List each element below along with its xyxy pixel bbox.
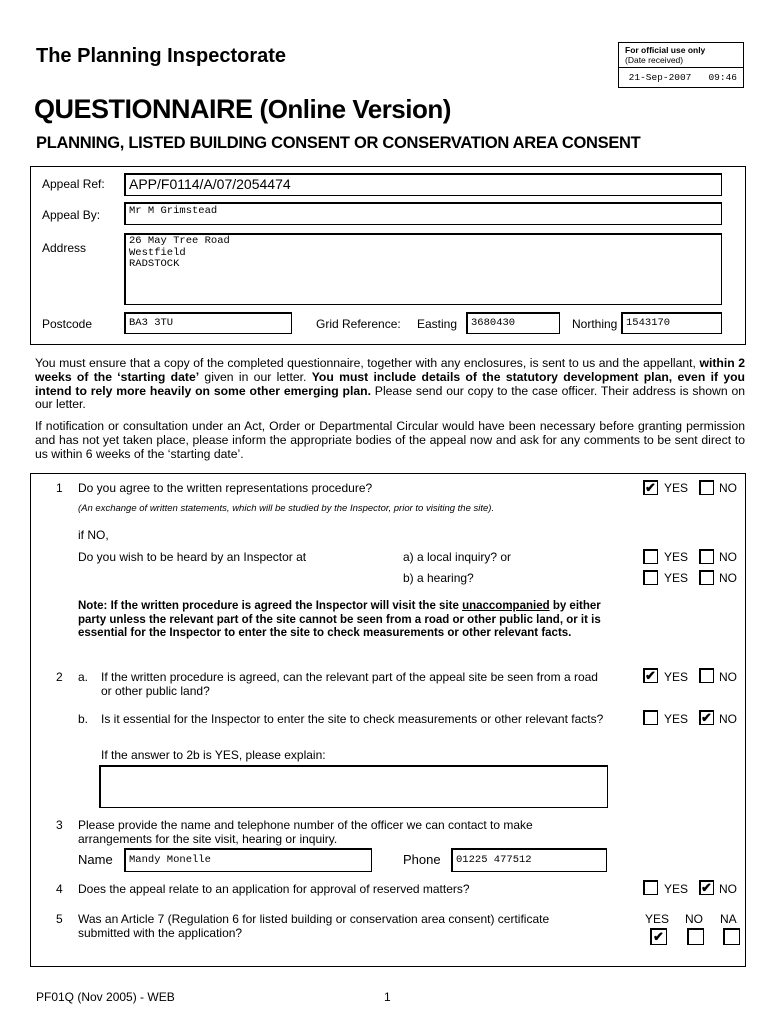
- q1-note: Note: If the written procedure is agreed the Inspector will visit the site unaccompanied by either party unless the relevant part of the site cannot be seen from a road or other public land, or it is essential for the Inspector to enter the site to check measurements or other relevant facts.: [78, 600, 601, 639]
- q4-yes-checkbox[interactable]: [643, 880, 658, 895]
- q1-hearing-label: b) a hearing?: [403, 571, 474, 585]
- official-use-label: For official use only: [625, 45, 706, 55]
- q1a-no-label: NO: [719, 550, 737, 564]
- q1a-no-checkbox[interactable]: [699, 549, 714, 564]
- q2b-yes-checkbox[interactable]: [643, 710, 658, 725]
- q1a-yes-checkbox[interactable]: [643, 549, 658, 564]
- intro-paragraph-1: You must ensure that a copy of the completed questionnaire, together with any enclosures, is sent to us and the appellant, within 2 weeks of the ‘starting date’ given in our letter. You must include details of the statutory development plan, even if you intend to rely more heavily on some other emerging plan. Please send our copy to the case officer. Their address is shown on our letter.: [35, 356, 746, 412]
- q1b-yes-checkbox[interactable]: [643, 570, 658, 585]
- page-number: 1: [384, 990, 391, 1004]
- q1-no-label: NO: [719, 481, 737, 495]
- q5-text: Was an Article 7 (Regulation 6 for listed building or conservation area consent) certificate submitted with the application?: [78, 912, 550, 940]
- easting-label: Easting: [417, 317, 458, 331]
- easting-field[interactable]: 3680430: [466, 312, 560, 334]
- address-field[interactable]: [124, 233, 722, 305]
- q3-phone-field[interactable]: 01225 477512: [451, 848, 607, 872]
- q1b-yes-label: YES: [664, 571, 689, 585]
- title-suffix: (Online Version): [259, 94, 451, 124]
- date-received-stamp: 21-Sep-2007 09:46: [619, 67, 743, 87]
- form-code: PF01Q (Nov 2005) - WEB: [36, 990, 175, 1004]
- grid-reference-label: Grid Reference:: [316, 317, 401, 331]
- q1a-yes-label: YES: [664, 550, 689, 564]
- q1-text: Do you agree to the written representations procedure?: [78, 481, 373, 495]
- title-text: QUESTIONNAIRE: [34, 94, 253, 124]
- q4-yes-label: YES: [664, 882, 689, 896]
- appeal-ref-field[interactable]: APP/F0114/A/07/2054474: [124, 173, 722, 196]
- address-line-3: RADSTOCK: [129, 258, 180, 270]
- northing-label: Northing: [572, 317, 618, 331]
- q5-na-checkbox[interactable]: [723, 928, 740, 945]
- org-name: The Planning Inspectorate: [36, 45, 287, 67]
- q2-explain-field[interactable]: [99, 765, 608, 808]
- intro-paragraph-2: If notification or consultation under an Act, Order or Departmental Circular would have been necessary before granting permission and has not yet taken place, please inform the appropriate bodies of the appeal now and ask for any comments to be sent direct to us within 6 weeks of the ‘starting date’.: [35, 419, 745, 461]
- q2b-no-checkbox[interactable]: ✔: [699, 710, 714, 725]
- q1-heard-text: Do you wish to be heard by an Inspector at: [78, 550, 307, 564]
- page-subtitle: PLANNING, LISTED BUILDING CONSENT OR CONSERVATION AREA CONSENT: [36, 134, 641, 152]
- q1b-no-checkbox[interactable]: [699, 570, 714, 585]
- q1-number: 1: [56, 481, 63, 495]
- q4-text: Does the appeal relate to an application for approval of reserved matters?: [78, 882, 470, 896]
- q4-no-label: NO: [719, 882, 737, 896]
- q3-number: 3: [56, 818, 63, 832]
- q2a-no-checkbox[interactable]: [699, 668, 714, 683]
- postcode-field[interactable]: BA3 3TU: [124, 312, 292, 334]
- q2-number: 2: [56, 670, 63, 684]
- address-line-1: 26 May Tree Road: [129, 235, 230, 247]
- q3-name-label: Name: [78, 852, 113, 867]
- q5-yes-checkbox[interactable]: ✔: [650, 928, 667, 945]
- q1-local-inquiry-label: a) a local inquiry? or: [403, 550, 512, 564]
- q3-phone-label: Phone: [403, 852, 441, 867]
- q4-number: 4: [56, 882, 63, 896]
- q2-explain-label: If the answer to 2b is YES, please explain:: [101, 748, 326, 762]
- q2b-text: Is it essential for the Inspector to enter the site to check measurements or other relevant facts?: [101, 712, 604, 726]
- q1-yes-label: YES: [664, 481, 689, 495]
- q5-no-label: NO: [685, 912, 703, 926]
- q1b-no-label: NO: [719, 571, 737, 585]
- q1-no-checkbox[interactable]: [699, 480, 714, 495]
- q4-no-checkbox[interactable]: ✔: [699, 880, 714, 895]
- appeal-by-field[interactable]: Mr M Grimstead: [124, 202, 722, 225]
- q2a-yes-label: YES: [664, 670, 689, 684]
- q2a-letter: a.: [78, 670, 89, 684]
- q1-yes-checkbox[interactable]: ✔: [643, 480, 658, 495]
- postcode-label: Postcode: [42, 317, 93, 331]
- q5-number: 5: [56, 912, 63, 926]
- q2a-text: If the written procedure is agreed, can the relevant part of the appeal site be seen from a road or other public land?: [101, 670, 598, 698]
- q2a-no-label: NO: [719, 670, 737, 684]
- official-use-box: [618, 42, 744, 88]
- appeal-by-label: Appeal By:: [42, 208, 101, 222]
- q3-text: Please provide the name and telephone number of the officer we can contact to make arrangements for the site visit, hearing or inquiry.: [78, 818, 533, 846]
- q2b-letter: b.: [78, 712, 89, 726]
- q1-ifno: if NO,: [78, 528, 109, 542]
- q5-na-label: NA: [720, 912, 737, 926]
- q3-name-field[interactable]: Mandy Monelle: [124, 848, 372, 872]
- date-received-label: (Date received): [625, 55, 684, 65]
- address-line-2: Westfield: [129, 246, 186, 259]
- q2b-yes-label: YES: [664, 712, 689, 726]
- q2b-no-label: NO: [719, 712, 737, 726]
- q1-hint: (An exchange of written statements, which will be studied by the Inspector, prior to visiting the site).: [78, 503, 495, 514]
- northing-field[interactable]: 1543170: [621, 312, 722, 334]
- address-label: Address: [42, 241, 87, 255]
- q2a-yes-checkbox[interactable]: ✔: [643, 668, 658, 683]
- q5-yes-label: YES: [645, 912, 670, 926]
- page-title: [34, 94, 451, 125]
- appeal-ref-label: Appeal Ref:: [42, 177, 105, 191]
- q5-no-checkbox[interactable]: [687, 928, 704, 945]
